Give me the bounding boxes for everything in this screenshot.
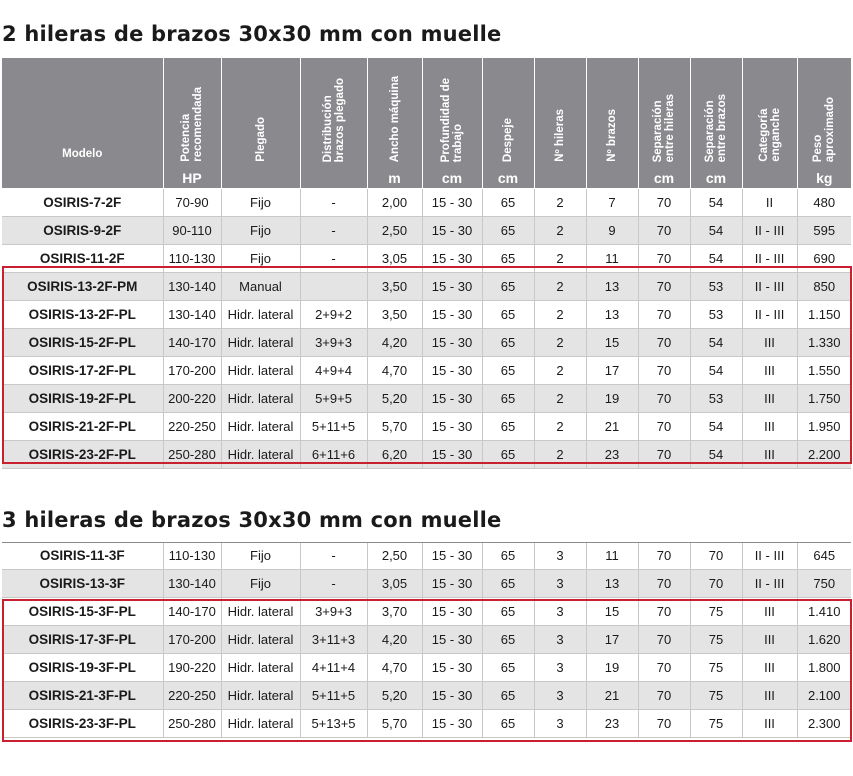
table-cell: 15 - 30 (422, 542, 482, 570)
table-cell: 5+11+5 (300, 413, 367, 441)
table-cell: Fijo (221, 570, 300, 598)
table-cell: 5+13+5 (300, 710, 367, 738)
table-cell: III (742, 357, 797, 385)
table-cell: - (300, 245, 367, 273)
header-label: Modelo (62, 148, 103, 160)
table-cell: 21 (586, 413, 638, 441)
header-cell (690, 58, 742, 168)
table-cell: III (742, 626, 797, 654)
table-cell: 2+9+2 (300, 301, 367, 329)
table-cell: 15 - 30 (422, 385, 482, 413)
table-cell: 6+11+6 (300, 441, 367, 469)
table-cell: 65 (482, 329, 534, 357)
table-cell: II - III (742, 301, 797, 329)
table-cell: 1.800 (797, 654, 851, 682)
table-cell: 3 (534, 570, 586, 598)
table-cell: 595 (797, 217, 851, 245)
table-cell: 11 (586, 542, 638, 570)
table-cell: 9 (586, 217, 638, 245)
table-cell: 70 (638, 654, 690, 682)
table-cell: - (300, 189, 367, 217)
model-cell: OSIRIS-9-2F (2, 217, 163, 245)
table-cell: 13 (586, 273, 638, 301)
table-cell: 2.100 (797, 682, 851, 710)
model-cell: OSIRIS-13-2F-PM (2, 273, 163, 301)
table-cell: 70 (638, 245, 690, 273)
table-cell: 65 (482, 682, 534, 710)
table-cell: 4+11+4 (300, 654, 367, 682)
table-cell: 54 (690, 413, 742, 441)
table-cell: Hidr. lateral (221, 413, 300, 441)
table-cell: II - III (742, 542, 797, 570)
table-cell: 15 - 30 (422, 357, 482, 385)
header-cell (422, 58, 482, 168)
table-cell: 130-140 (163, 570, 221, 598)
table-cell: 3+9+3 (300, 598, 367, 626)
table-cell: - (300, 542, 367, 570)
table-row (2, 413, 851, 441)
header-cell (300, 58, 367, 168)
table-cell: 4,70 (367, 357, 422, 385)
table-cell: 70 (690, 542, 742, 570)
model-cell: OSIRIS-15-2F-PL (2, 329, 163, 357)
table-cell: 1.410 (797, 598, 851, 626)
table-cell: Hidr. lateral (221, 357, 300, 385)
table-cell: 2,00 (367, 189, 422, 217)
table-cell: 75 (690, 682, 742, 710)
table-cell: Fijo (221, 217, 300, 245)
model-cell: OSIRIS-13-3F (2, 570, 163, 598)
table-cell: 15 - 30 (422, 189, 482, 217)
table-cell: 3 (534, 710, 586, 738)
table-cell: 54 (690, 329, 742, 357)
table-cell: 15 - 30 (422, 413, 482, 441)
table-cell: 15 - 30 (422, 245, 482, 273)
table-row (2, 682, 851, 710)
unit-row (2, 168, 851, 189)
table-cell: 65 (482, 385, 534, 413)
header-label: Profundidad de trabajo (440, 77, 464, 162)
table-cell: 3+11+3 (300, 626, 367, 654)
table-cell: 3+9+3 (300, 329, 367, 357)
header-cell (221, 58, 300, 168)
table-cell: II - III (742, 245, 797, 273)
header-cell (797, 58, 851, 168)
unit-cell (2, 168, 163, 189)
table-cell: III (742, 654, 797, 682)
table-cell: 170-200 (163, 626, 221, 654)
table-cell: 2 (534, 385, 586, 413)
model-cell: OSIRIS-23-2F-PL (2, 441, 163, 469)
unit-cell (742, 168, 797, 189)
table-row (2, 301, 851, 329)
unit-cell (221, 168, 300, 189)
table-cell: 19 (586, 654, 638, 682)
table-row (2, 654, 851, 682)
header-cell (742, 58, 797, 168)
table-cell: 750 (797, 570, 851, 598)
table-cell: 15 - 30 (422, 329, 482, 357)
table-cell: 3,70 (367, 598, 422, 626)
table-cell: III (742, 413, 797, 441)
header-cell (163, 58, 221, 168)
table-cell: 70 (638, 273, 690, 301)
table-row (2, 217, 851, 245)
unit-cell (300, 168, 367, 189)
table-cell: 65 (482, 654, 534, 682)
table-cell: 15 (586, 329, 638, 357)
table-cell: 4+9+4 (300, 357, 367, 385)
table-cell: 65 (482, 626, 534, 654)
table-cell: 15 (586, 598, 638, 626)
table-cell: 65 (482, 441, 534, 469)
table-cell: 15 - 30 (422, 217, 482, 245)
table-cell: III (742, 441, 797, 469)
table-cell: 2 (534, 273, 586, 301)
table-cell: III (742, 682, 797, 710)
table-cell: 2 (534, 441, 586, 469)
table-cell: II - III (742, 570, 797, 598)
unit-cell: kg (797, 168, 851, 189)
table-cell: 250-280 (163, 441, 221, 469)
table-cell: 2,50 (367, 217, 422, 245)
table-cell: 200-220 (163, 385, 221, 413)
table-cell: 65 (482, 217, 534, 245)
header-label: Potencia recomendada (180, 87, 204, 162)
table-cell: 70 (638, 598, 690, 626)
table-cell: 4,20 (367, 329, 422, 357)
table-cell: 645 (797, 542, 851, 570)
table-row (2, 598, 851, 626)
table-row (2, 273, 851, 301)
header-cell (367, 58, 422, 168)
section-title-2-rows: 2 hileras de brazos 30x30 mm con muelle (2, 22, 502, 46)
table-cell: 480 (797, 189, 851, 217)
table-cell: 5+9+5 (300, 385, 367, 413)
header-cell (2, 58, 163, 168)
unit-cell: m (367, 168, 422, 189)
table-cell: III (742, 329, 797, 357)
model-cell: OSIRIS-21-2F-PL (2, 413, 163, 441)
table-cell: 13 (586, 570, 638, 598)
table-cell: 2 (534, 329, 586, 357)
table-cell: 190-220 (163, 654, 221, 682)
table-cell: 5,70 (367, 413, 422, 441)
model-cell: OSIRIS-13-2F-PL (2, 301, 163, 329)
table-cell: 2 (534, 413, 586, 441)
table-cell: 3,50 (367, 301, 422, 329)
table-cell: 5,70 (367, 710, 422, 738)
table-cell: 4,70 (367, 654, 422, 682)
table-cell: II - III (742, 273, 797, 301)
header-label: Nº hileras (554, 109, 566, 162)
table-cell: 140-170 (163, 329, 221, 357)
table-cell: 3,05 (367, 245, 422, 273)
table-cell: 13 (586, 301, 638, 329)
table-cell: 75 (690, 626, 742, 654)
table-cell: Hidr. lateral (221, 598, 300, 626)
model-cell: OSIRIS-23-3F-PL (2, 710, 163, 738)
model-cell: OSIRIS-7-2F (2, 189, 163, 217)
table-cell: 110-130 (163, 245, 221, 273)
table-cell: 15 - 30 (422, 273, 482, 301)
table-cell: 17 (586, 626, 638, 654)
table-cell: Manual (221, 273, 300, 301)
table-cell: 70 (638, 301, 690, 329)
table-cell: 5,20 (367, 385, 422, 413)
table-cell: 3,05 (367, 570, 422, 598)
table-cell: II (742, 189, 797, 217)
header-label: Categoría enganche (757, 108, 782, 162)
table-cell: 15 - 30 (422, 626, 482, 654)
table-cell: 70 (638, 626, 690, 654)
model-cell: OSIRIS-19-2F-PL (2, 385, 163, 413)
table-cell: Hidr. lateral (221, 385, 300, 413)
table-cell: 140-170 (163, 598, 221, 626)
table-row (2, 710, 851, 738)
table-cell: - (300, 217, 367, 245)
table-cell: 65 (482, 357, 534, 385)
table-cell: Hidr. lateral (221, 654, 300, 682)
table-cell: Hidr. lateral (221, 626, 300, 654)
table-3-rows (2, 542, 851, 738)
table-cell: Hidr. lateral (221, 301, 300, 329)
model-cell: OSIRIS-21-3F-PL (2, 682, 163, 710)
table-cell: 19 (586, 385, 638, 413)
table-cell: 70 (638, 385, 690, 413)
table-cell: 220-250 (163, 682, 221, 710)
table-cell: 15 - 30 (422, 570, 482, 598)
header-label: Peso aproximado (812, 96, 837, 162)
table-cell: 220-250 (163, 413, 221, 441)
table-cell: 75 (690, 598, 742, 626)
table-cell: 690 (797, 245, 851, 273)
model-cell: OSIRIS-11-3F (2, 542, 163, 570)
table-cell: 65 (482, 570, 534, 598)
table-cell: 65 (482, 273, 534, 301)
header-label: Separación entre brazos (704, 93, 728, 162)
table-cell: - (300, 570, 367, 598)
table-row (2, 441, 851, 469)
table-cell: Fijo (221, 245, 300, 273)
table-top-border (2, 542, 851, 543)
table-cell: 65 (482, 598, 534, 626)
unit-cell (586, 168, 638, 189)
header-label: Ancho máquina (388, 75, 401, 162)
table-cell: 54 (690, 357, 742, 385)
model-cell: OSIRIS-19-3F-PL (2, 654, 163, 682)
table-cell: 4,20 (367, 626, 422, 654)
model-cell: OSIRIS-15-3F-PL (2, 598, 163, 626)
table-cell: Hidr. lateral (221, 441, 300, 469)
table-cell: 54 (690, 189, 742, 217)
table-cell: 5+11+5 (300, 682, 367, 710)
table-cell: Hidr. lateral (221, 329, 300, 357)
table-row (2, 357, 851, 385)
header-row (2, 58, 851, 168)
table-cell: 250-280 (163, 710, 221, 738)
table-cell: 3 (534, 654, 586, 682)
table-cell: III (742, 385, 797, 413)
table-cell: 110-130 (163, 542, 221, 570)
table-cell: 90-110 (163, 217, 221, 245)
table-cell: 2 (534, 301, 586, 329)
table-row (2, 245, 851, 273)
header-cell (482, 58, 534, 168)
table-row (2, 385, 851, 413)
table-cell: 170-200 (163, 357, 221, 385)
table-cell: 65 (482, 542, 534, 570)
table-cell: 65 (482, 189, 534, 217)
table-cell: 2,50 (367, 542, 422, 570)
table-cell: 53 (690, 301, 742, 329)
table-cell: 130-140 (163, 273, 221, 301)
table-cell: 21 (586, 682, 638, 710)
table-row (2, 329, 851, 357)
table-cell: 11 (586, 245, 638, 273)
table-cell: 65 (482, 301, 534, 329)
table-cell: 5,20 (367, 682, 422, 710)
header-cell (534, 58, 586, 168)
table-row (2, 542, 851, 570)
table-cell: Hidr. lateral (221, 710, 300, 738)
table-cell: 75 (690, 710, 742, 738)
table-cell: 54 (690, 441, 742, 469)
table-cell: 15 - 30 (422, 682, 482, 710)
table-row (2, 626, 851, 654)
table-cell: 70 (638, 189, 690, 217)
table-cell: 15 - 30 (422, 301, 482, 329)
table-cell: 3 (534, 626, 586, 654)
table-cell: 2.200 (797, 441, 851, 469)
unit-cell: cm (422, 168, 482, 189)
table-cell: III (742, 710, 797, 738)
table-cell: 54 (690, 245, 742, 273)
table-cell: 54 (690, 217, 742, 245)
header-label: Distribución brazos plegado (321, 77, 346, 162)
table-cell: II - III (742, 217, 797, 245)
table-cell: 53 (690, 273, 742, 301)
unit-cell: cm (638, 168, 690, 189)
table-cell: 15 - 30 (422, 441, 482, 469)
table-cell: 850 (797, 273, 851, 301)
table-cell: 70 (638, 570, 690, 598)
table-cell: 3 (534, 682, 586, 710)
table-cell: 130-140 (163, 301, 221, 329)
section-title-3-rows: 3 hileras de brazos 30x30 mm con muelle (2, 508, 502, 532)
table-cell: 1.750 (797, 385, 851, 413)
table-cell: 70 (638, 682, 690, 710)
unit-cell: cm (690, 168, 742, 189)
table-cell: 70 (690, 570, 742, 598)
table-cell: 2 (534, 217, 586, 245)
table-cell: Fijo (221, 542, 300, 570)
table-cell: 15 - 30 (422, 654, 482, 682)
model-cell: OSIRIS-11-2F (2, 245, 163, 273)
header-label: Separación entre hileras (652, 93, 676, 162)
table-row (2, 189, 851, 217)
table-cell: 1.330 (797, 329, 851, 357)
header-cell (586, 58, 638, 168)
table-cell: Hidr. lateral (221, 682, 300, 710)
table-cell: 15 - 30 (422, 598, 482, 626)
table-cell: 70 (638, 357, 690, 385)
table-cell: 17 (586, 357, 638, 385)
table-cell: 70 (638, 441, 690, 469)
table-2-rows (2, 58, 851, 469)
table-cell: 65 (482, 710, 534, 738)
table-cell: 3,50 (367, 273, 422, 301)
table-cell: 1.950 (797, 413, 851, 441)
table-cell: 6,20 (367, 441, 422, 469)
table-cell: 70 (638, 217, 690, 245)
header-label: Nº brazos (606, 109, 618, 162)
table-cell: 70 (638, 710, 690, 738)
header-label: Plegado (254, 117, 267, 162)
table-cell: 3 (534, 598, 586, 626)
table-row (2, 570, 851, 598)
model-cell: OSIRIS-17-3F-PL (2, 626, 163, 654)
table-cell: 70-90 (163, 189, 221, 217)
table-cell: 70 (638, 542, 690, 570)
table-cell: 65 (482, 413, 534, 441)
table-cell: 23 (586, 441, 638, 469)
table-cell: 53 (690, 385, 742, 413)
unit-cell: cm (482, 168, 534, 189)
table-cell: Fijo (221, 189, 300, 217)
table-cell: 2 (534, 357, 586, 385)
table-cell: 1.550 (797, 357, 851, 385)
table-cell: 1.620 (797, 626, 851, 654)
unit-cell (534, 168, 586, 189)
table-cell: 75 (690, 654, 742, 682)
table-cell: 15 - 30 (422, 710, 482, 738)
table-cell: 2 (534, 245, 586, 273)
table-cell: 3 (534, 542, 586, 570)
header-label: Despeje (502, 117, 514, 162)
header-cell (638, 58, 690, 168)
table-cell: 23 (586, 710, 638, 738)
unit-cell: HP (163, 168, 221, 189)
model-cell: OSIRIS-17-2F-PL (2, 357, 163, 385)
table-cell: 2 (534, 189, 586, 217)
table-cell (300, 273, 367, 301)
table-cell: 7 (586, 189, 638, 217)
table-cell: 70 (638, 413, 690, 441)
table-cell: III (742, 598, 797, 626)
table-cell: 70 (638, 329, 690, 357)
table-cell: 2.300 (797, 710, 851, 738)
table-cell: 1.150 (797, 301, 851, 329)
table-cell: 65 (482, 245, 534, 273)
